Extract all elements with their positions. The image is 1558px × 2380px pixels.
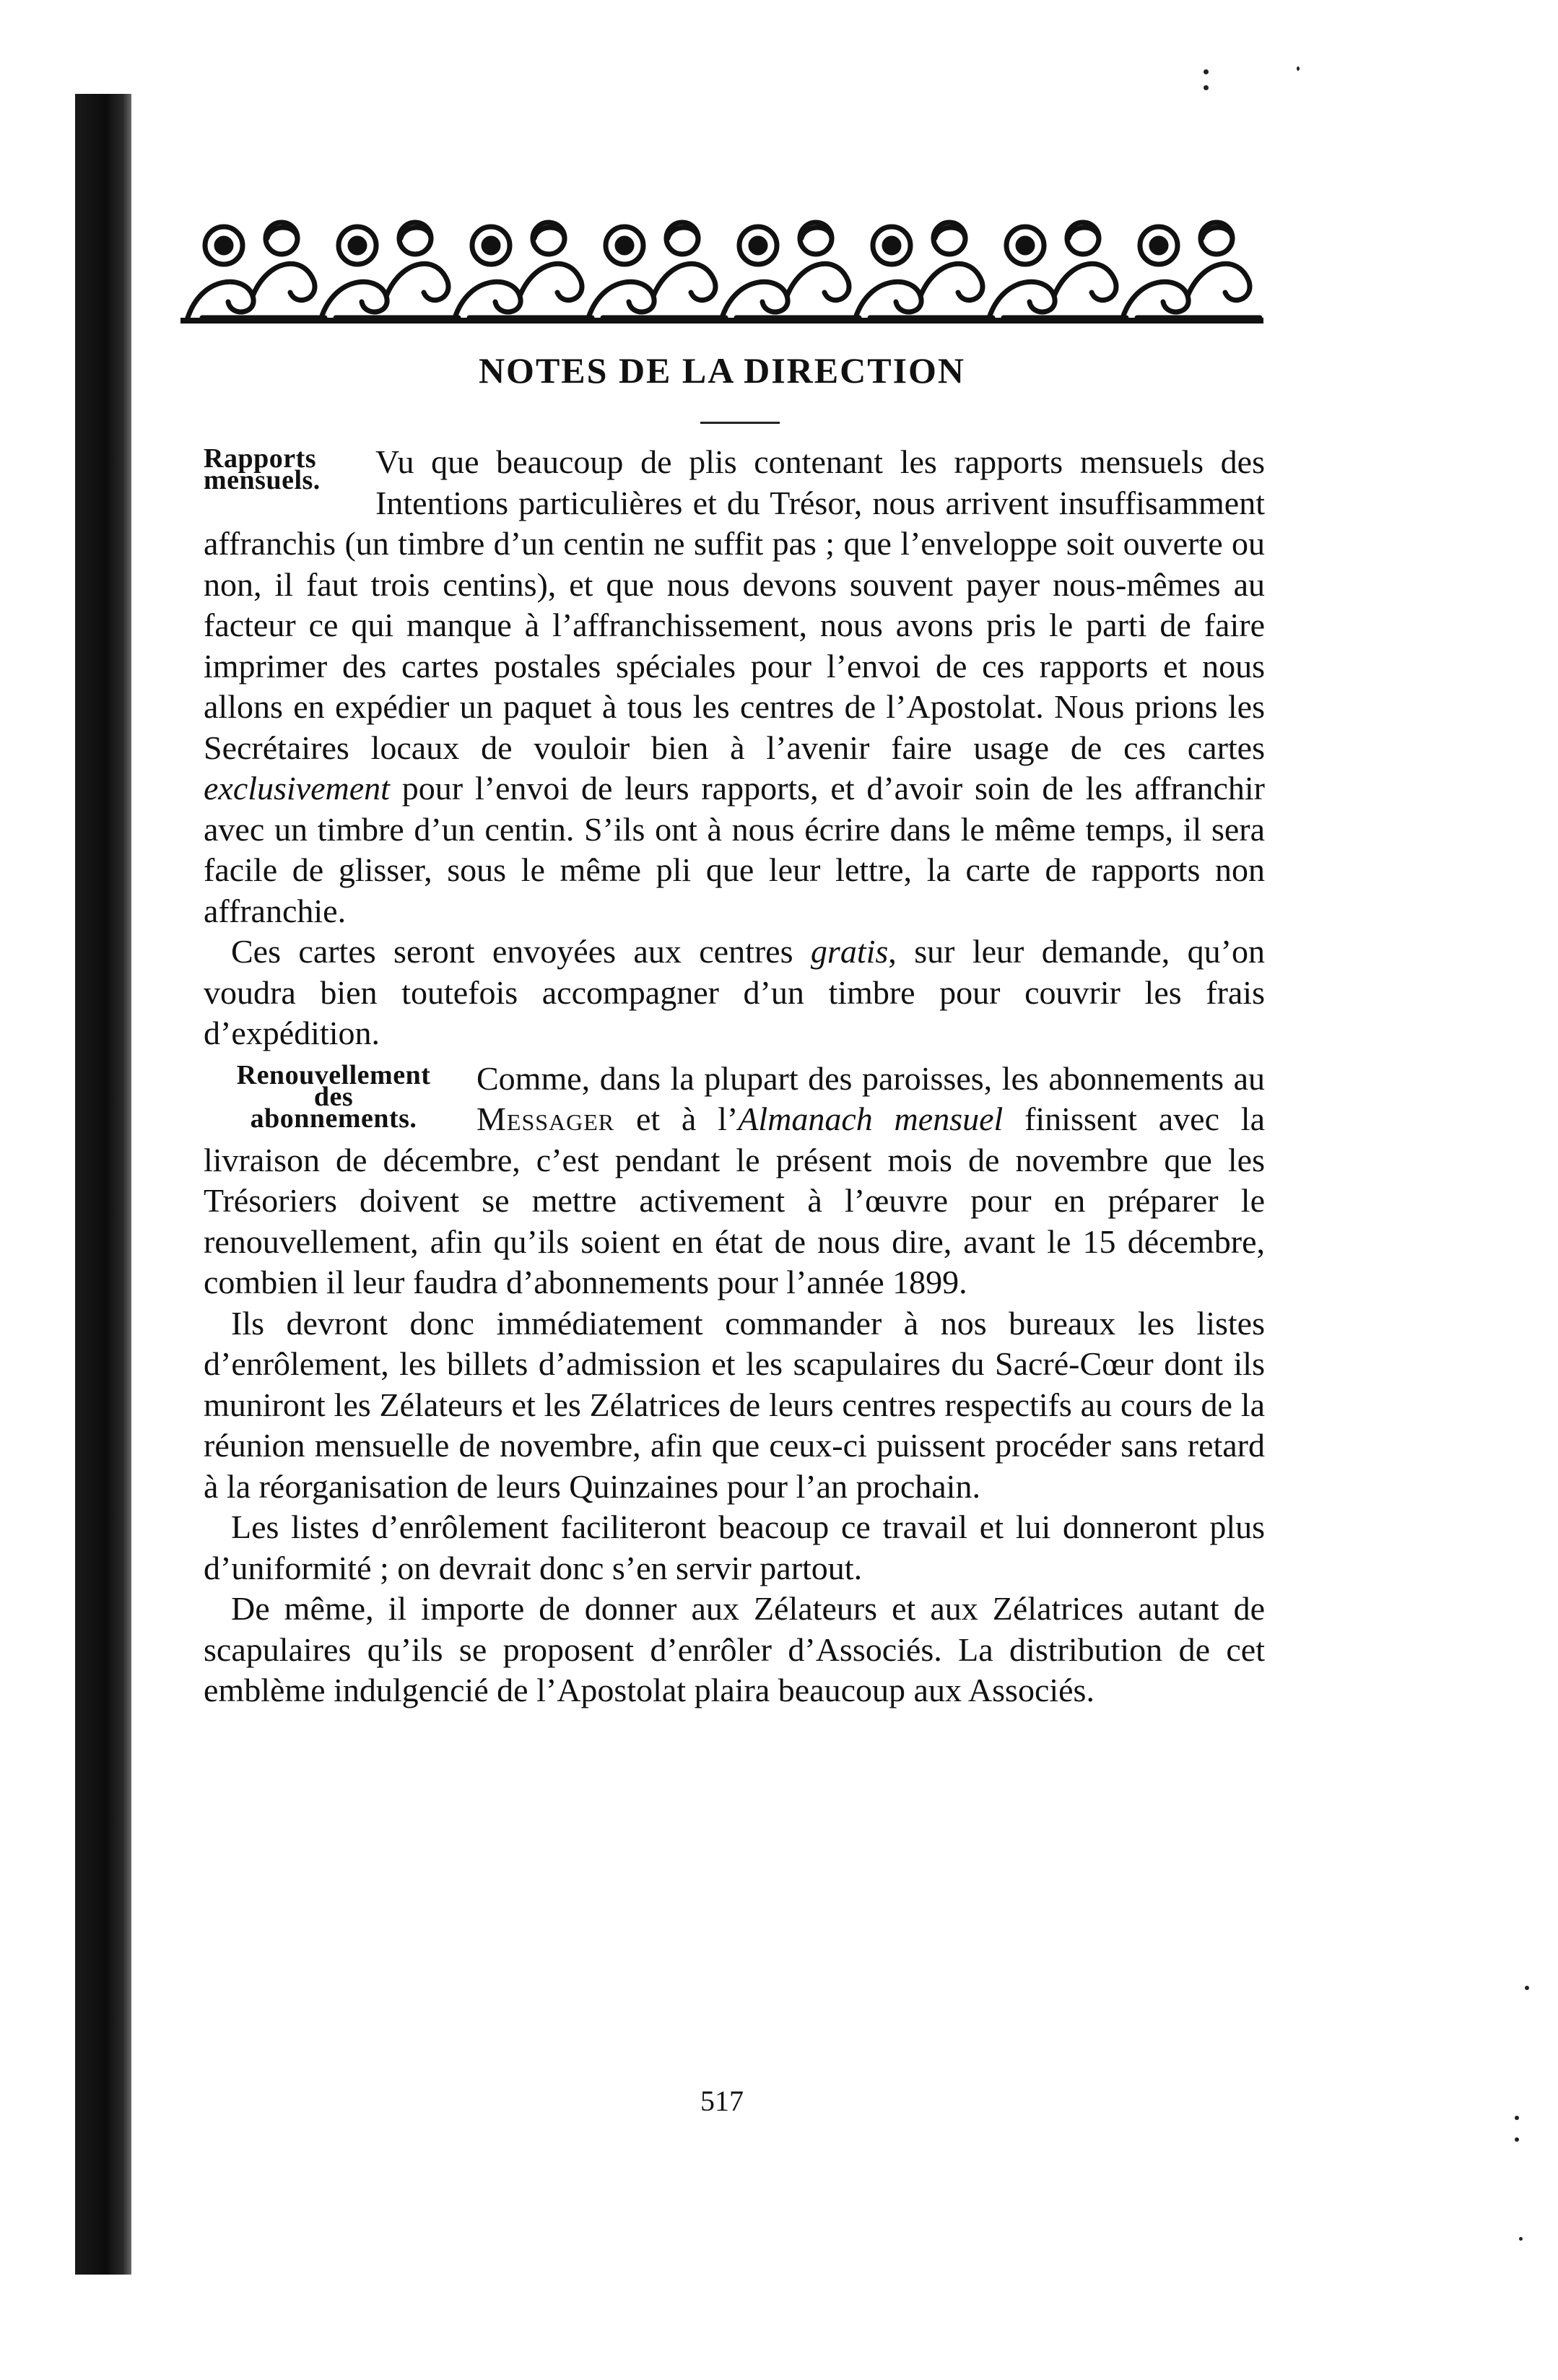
margin-label-line: des bbox=[313, 1081, 354, 1112]
scan-binding-edge bbox=[75, 94, 131, 2275]
text-run: De même, il importe de donner aux Zélateurs et aux Zélatrices autant de scapulaires qu’ils se proposent d’enrôler d’Associés. La distribution de cet emblème indulgencié de l’Apostolat plaira beaucoup aux Associés. bbox=[204, 1590, 1265, 1708]
text-run: Vu que beaucoup de plis contenant les rapports mensuels des Intentions particulières et du Trésor, nous arrivent insuffisamment affranchis (un timbre d’un centin ne suffit pas ; que l’enveloppe soit ouverte ou non, il faut trois centins), et que nous devons souvent payer nous-mêmes au facteur ce qui manque à l’affranchissement, nous avons pris le parti de faire imprimer des cartes postales spéciales pour l’envoi de ces rapports et nous allons en expédier un paquet à tous les centres de l’Apostolat. Nous prions les Secrétaires locaux de vouloir bien à l’avenir faire usage de ces cartes bbox=[204, 443, 1265, 766]
page-title: NOTES DE LA DIRECTION bbox=[478, 350, 966, 391]
note-renouvellement-paragraph-3 bbox=[204, 1507, 1265, 1589]
scan-speck bbox=[1515, 2137, 1519, 2142]
text-run: Ces cartes seront envoyées aux centres bbox=[231, 933, 811, 970]
text-run: finissent avec la livraison de décembre, c’est pendant le présent mois de novembre que les Trésoriers doivent se mettre activement à l’œuvre pour en préparer le renouvellement, afin qu’ils soient en état de nous dire, avant le 15 décembre, combien il leur faudra d’abonnements pour l’année 1899. bbox=[204, 1100, 1265, 1300]
italic-run: exclusivement bbox=[204, 770, 390, 807]
notes-body bbox=[204, 442, 1265, 1711]
italic-run: Almanach mensuel bbox=[738, 1100, 1004, 1137]
scan-speck bbox=[1525, 1986, 1529, 1990]
note-renouvellement-paragraph-2 bbox=[204, 1303, 1265, 1508]
scan-speck bbox=[1204, 69, 1209, 74]
text-run: Les listes d’enrôlement faciliteront beacoup ce travail et lui donneront plus d’uniformité ; on devrait donc s’en servir partout. bbox=[204, 1508, 1265, 1586]
text-run: pour l’envoi de leurs rapports, et d’avoir soin de les affranchir avec un timbre d’un centin. S’ils ont à nous écrire dans le même temps, il sera facile de glisser, sous le même pli que leur lettre, la carte de rapports non affranchie. bbox=[204, 770, 1265, 929]
margin-label-line: Rapports bbox=[204, 443, 317, 474]
margin-label-renouvellement bbox=[204, 1059, 464, 1134]
page-number: 517 bbox=[700, 2085, 744, 2117]
note-renouvellement-paragraph-1 bbox=[204, 1059, 1265, 1303]
text-run: , sur leur demande, qu’on voudra bien toutefois accompagner d’un timbre pour couvrir les frais d’expédition. bbox=[204, 933, 1265, 1051]
margin-label-line: abonnements. bbox=[250, 1103, 417, 1134]
scan-speck bbox=[1297, 66, 1300, 71]
smallcaps-run: Messager bbox=[476, 1100, 615, 1137]
margin-label-rapports bbox=[204, 443, 362, 495]
text-run: Comme, dans la plupart des paroisses, les abonnements au bbox=[476, 1059, 1265, 1097]
text-run: et à l’ bbox=[614, 1100, 739, 1137]
margin-label-line: Renouvellement bbox=[236, 1059, 431, 1090]
scan-speck bbox=[1204, 85, 1209, 90]
note-rapports-paragraph-2 bbox=[204, 931, 1265, 1054]
margin-label-line: mensuels. bbox=[204, 465, 321, 495]
scan-speck bbox=[1515, 2116, 1519, 2120]
note-renouvellement-paragraph-4 bbox=[204, 1589, 1265, 1711]
title-divider bbox=[700, 422, 780, 424]
text-run: Ils devront donc immédiatement commander à nos bureaux les listes d’enrôlement, les billets d’admission et les scapulaires du Sacré-Cœur dont ils muniront les Zélateurs et les Zélatrices de leurs centres respectifs au cours de la réunion mensuelle de novembre, afin que ceux-ci puissent procéder sans retard à la réorganisation de leurs Quinzaines pour l’an prochain. bbox=[204, 1304, 1265, 1505]
italic-run: gratis bbox=[810, 933, 889, 970]
scroll-ornament-icon bbox=[180, 209, 1263, 325]
note-rapports-paragraph-1 bbox=[204, 442, 1265, 931]
scan-speck bbox=[1519, 2237, 1523, 2241]
